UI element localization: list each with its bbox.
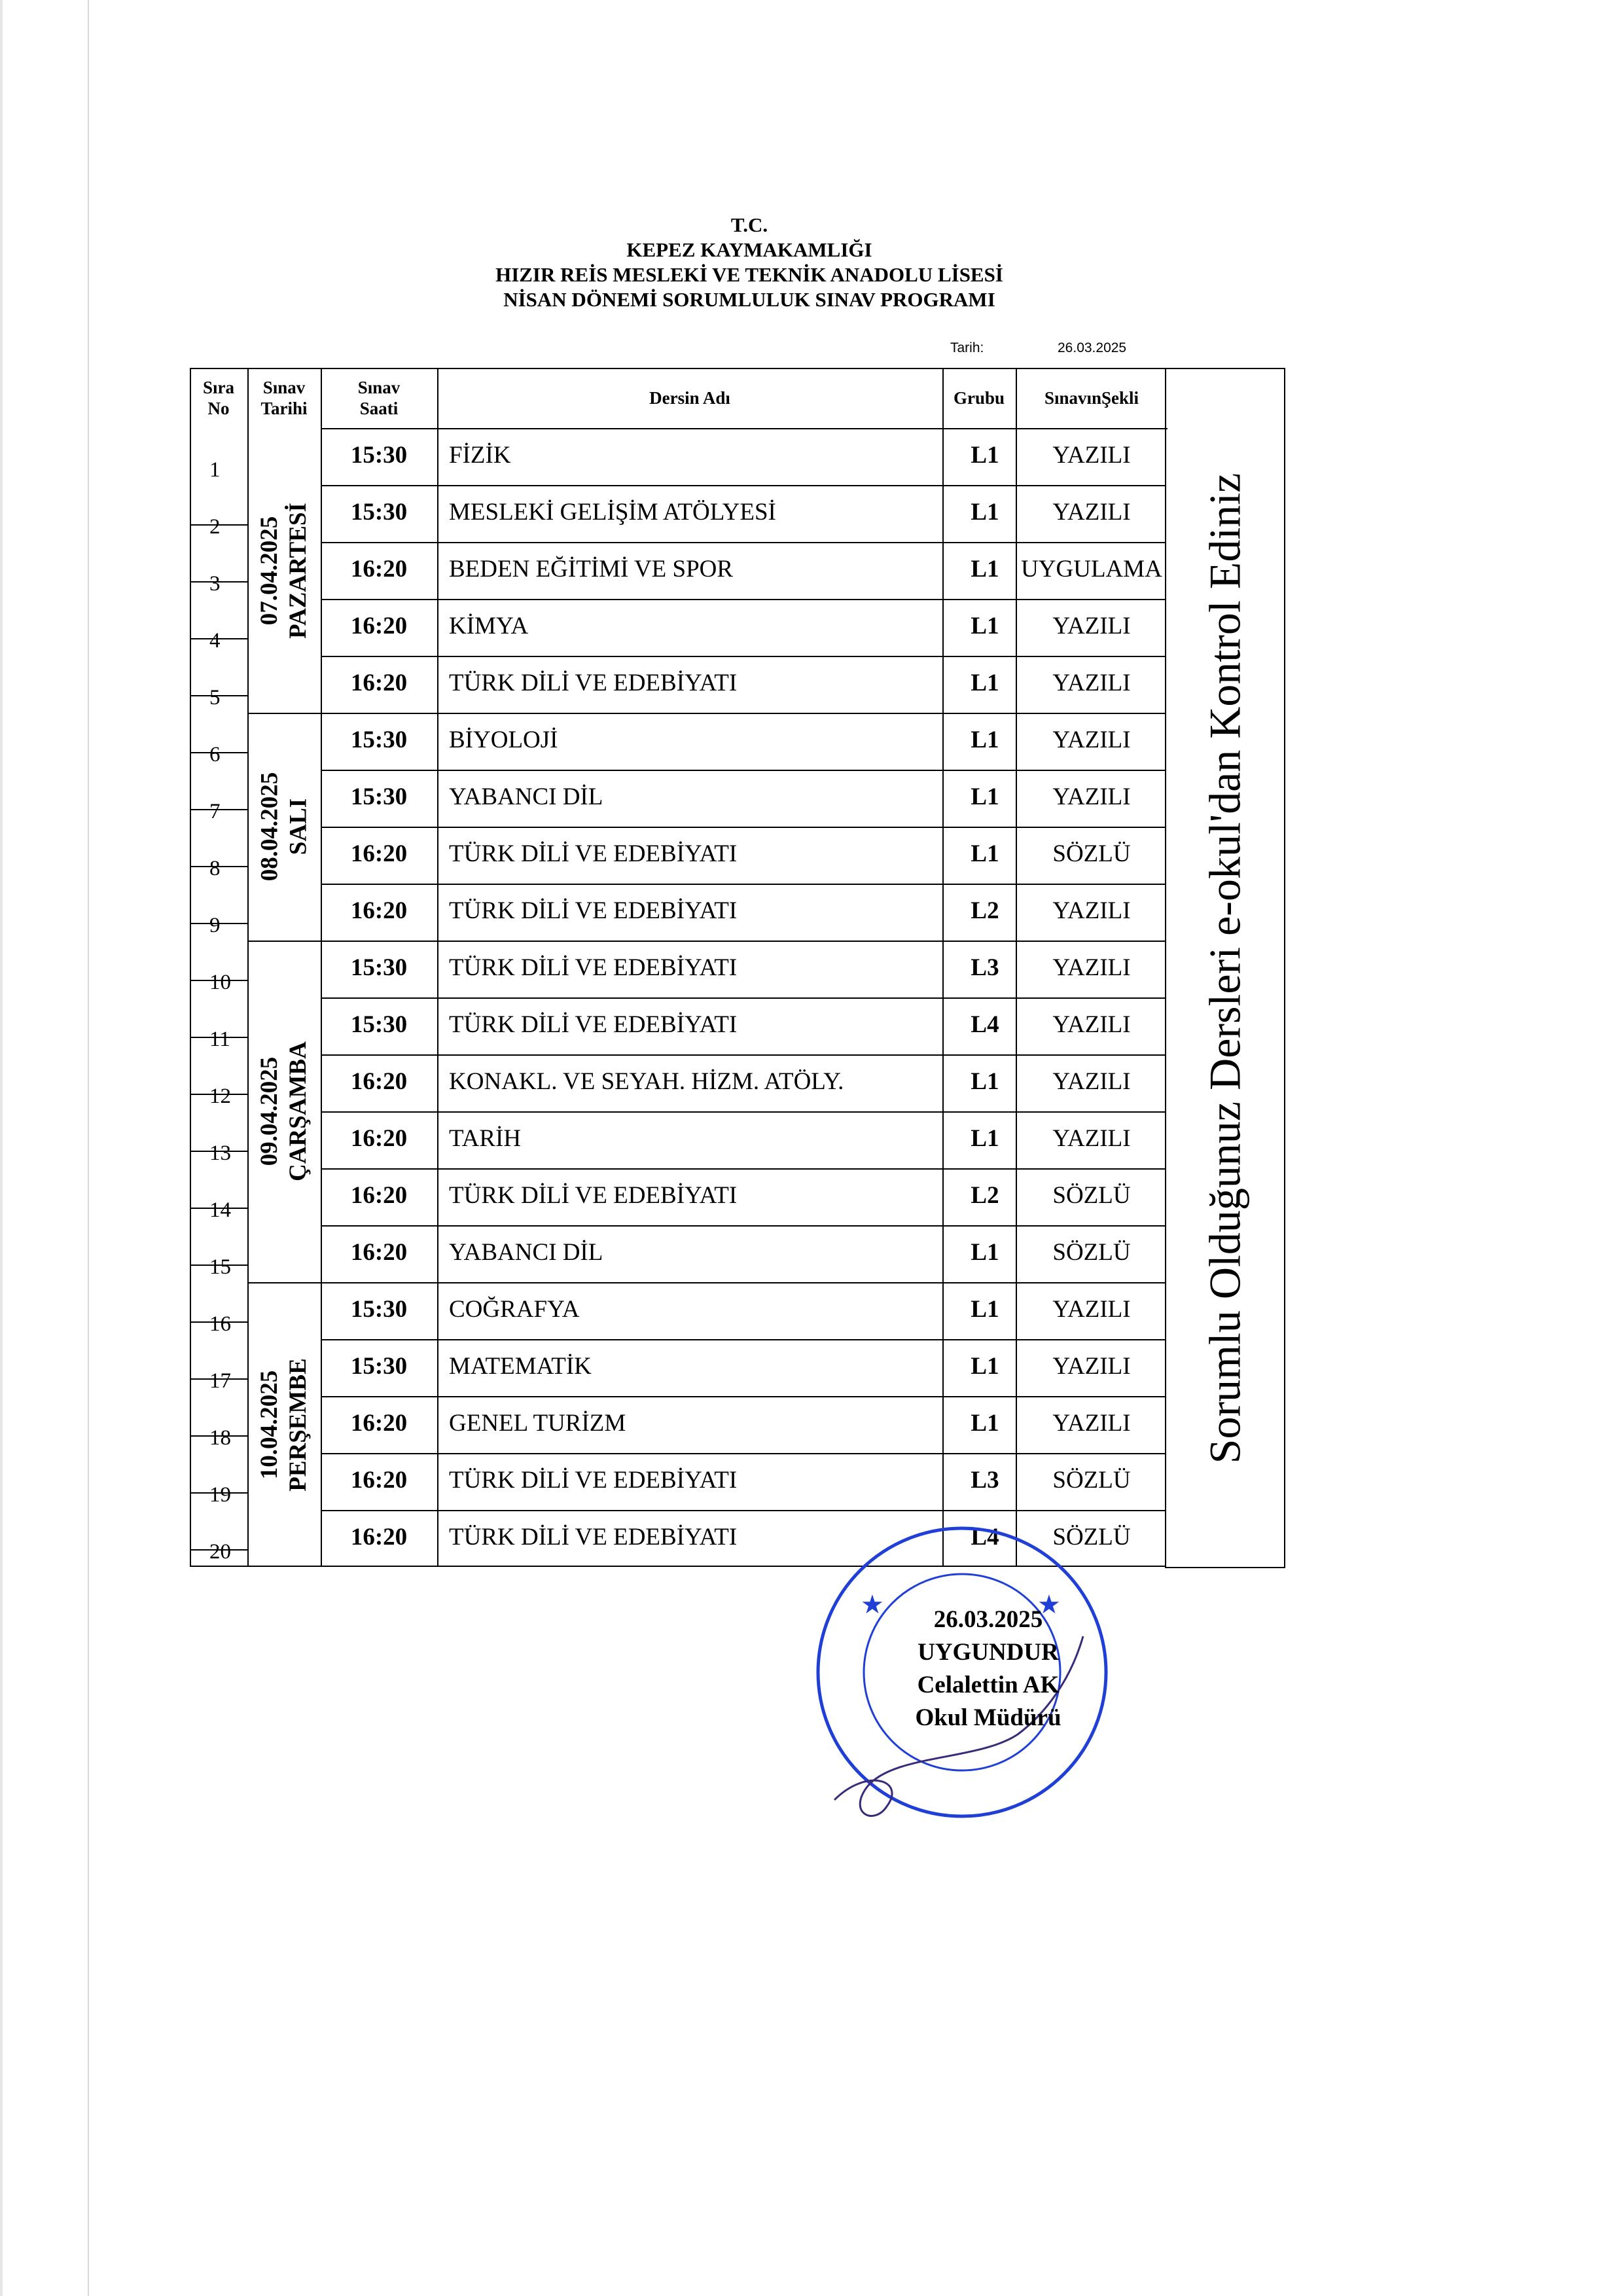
exam-time: 16:20 xyxy=(350,670,408,696)
header-line-kaymakamlik: KEPEZ KAYMAKAMLIĞI xyxy=(626,238,872,261)
course-name: GENEL TURİZM xyxy=(449,1410,626,1437)
row-number: 11 xyxy=(209,1028,230,1051)
course-name: TÜRK DİLİ VE EDEBİYATI xyxy=(449,1524,738,1551)
row-number: 7 xyxy=(209,800,221,823)
note-bottom-border xyxy=(1165,1567,1285,1568)
row-number: 3 xyxy=(209,572,221,596)
row-line xyxy=(321,599,1165,600)
group-code: L1 xyxy=(971,1239,999,1266)
header-sira-line1: Sıra xyxy=(202,378,234,397)
row-line xyxy=(321,656,1165,657)
group-code: L1 xyxy=(971,499,999,526)
exam-type: YAZILI xyxy=(1052,613,1131,639)
header-sira-no xyxy=(190,368,247,428)
header-tarih-line2: Tarihi xyxy=(260,399,308,418)
course-name: YABANCI DİL xyxy=(449,783,603,810)
row-number: 9 xyxy=(209,914,221,937)
header-bottom-line xyxy=(321,428,1168,429)
row-number: 10 xyxy=(209,971,231,994)
side-note-text: Sorumlu Olduğunuz Dersleri e-okul'dan Kontrol Ediniz xyxy=(1200,473,1250,1463)
header-saat-line1: Sınav xyxy=(357,378,401,397)
document-header xyxy=(0,213,1499,312)
row-number: 6 xyxy=(209,743,221,766)
course-name: TÜRK DİLİ VE EDEBİYATI xyxy=(449,954,738,981)
group-code: L1 xyxy=(971,1068,999,1095)
course-name: TÜRK DİLİ VE EDEBİYATI xyxy=(449,897,738,924)
exam-type: YAZILI xyxy=(1052,499,1131,526)
exam-time: 16:20 xyxy=(350,1524,408,1551)
row-number: 18 xyxy=(209,1426,231,1450)
course-name: TÜRK DİLİ VE EDEBİYATI xyxy=(449,840,738,867)
course-name: BİYOLOJİ xyxy=(449,726,558,753)
exam-day-cell xyxy=(247,428,321,713)
course-name: TÜRK DİLİ VE EDEBİYATI xyxy=(449,1182,738,1209)
course-name: TÜRK DİLİ VE EDEBİYATI xyxy=(449,1011,738,1038)
row-line xyxy=(321,1282,1165,1283)
row-line xyxy=(321,1111,1165,1113)
page-edge xyxy=(0,0,3,2296)
row-number: 17 xyxy=(209,1369,231,1393)
exam-time: 16:20 xyxy=(350,1182,408,1209)
course-name: KİMYA xyxy=(449,613,529,639)
row-line xyxy=(321,713,1165,714)
row-line xyxy=(321,1168,1165,1170)
row-number: 4 xyxy=(209,629,221,653)
exam-time: 15:30 xyxy=(350,1296,408,1323)
exam-type: SÖZLÜ xyxy=(1052,1239,1131,1266)
row-number: 15 xyxy=(209,1255,231,1279)
header-sinav-sekli xyxy=(1016,368,1168,428)
group-code: L1 xyxy=(971,1125,999,1152)
side-note xyxy=(1165,368,1285,1568)
exam-weekday: PAZARTESİ xyxy=(285,502,312,639)
header-dersin-adi xyxy=(437,368,942,428)
exam-time: 16:20 xyxy=(350,1068,408,1095)
course-name: MATEMATİK xyxy=(449,1353,592,1380)
exam-date: 07.04.2025 xyxy=(256,516,283,625)
exam-type: YAZILI xyxy=(1052,897,1131,924)
table-left-border xyxy=(190,368,191,1567)
group-code: L1 xyxy=(971,670,999,696)
row-line xyxy=(321,1453,1165,1454)
exam-time: 15:30 xyxy=(350,1353,408,1380)
exam-time: 16:20 xyxy=(350,1125,408,1152)
exam-day-label xyxy=(255,772,313,882)
header-tarih-line1: Sınav xyxy=(262,378,306,397)
exam-type: SÖZLÜ xyxy=(1052,1467,1131,1494)
header-saat-line2: Saati xyxy=(359,399,399,418)
group-code: L4 xyxy=(971,1524,999,1551)
scan-margin-line xyxy=(88,0,89,2296)
course-name: BEDEN EĞİTİMİ VE SPOR xyxy=(449,556,734,583)
exam-time: 16:20 xyxy=(350,840,408,867)
exam-schedule-table xyxy=(190,368,1285,1568)
row-line xyxy=(321,1510,1165,1511)
group-code: L4 xyxy=(971,1011,999,1038)
row-number: 16 xyxy=(209,1312,231,1336)
exam-time: 15:30 xyxy=(350,1011,408,1038)
row-line xyxy=(321,884,1165,885)
exam-day-cell xyxy=(247,713,321,941)
course-name: FİZİK xyxy=(449,442,511,469)
seal-star-left: ★ xyxy=(861,1590,884,1620)
exam-type: YAZILI xyxy=(1052,954,1131,981)
row-line xyxy=(321,997,1165,999)
group-code: L1 xyxy=(971,1353,999,1380)
exam-type: SÖZLÜ xyxy=(1052,1182,1131,1209)
group-code: L1 xyxy=(971,556,999,583)
course-name: TARİH xyxy=(449,1125,522,1152)
exam-day-label xyxy=(255,503,313,639)
row-line xyxy=(321,1339,1165,1340)
row-line xyxy=(321,1396,1165,1397)
exam-weekday: SALI xyxy=(285,798,312,855)
course-name: TÜRK DİLİ VE EDEBİYATI xyxy=(449,1467,738,1494)
header-sekil-label: SınavınŞekli xyxy=(1044,388,1139,408)
course-name: TÜRK DİLİ VE EDEBİYATI xyxy=(449,670,738,696)
exam-type: YAZILI xyxy=(1052,670,1131,696)
exam-type: YAZILI xyxy=(1052,726,1131,753)
seal-star-right: ★ xyxy=(1037,1590,1061,1620)
header-sira-line2: No xyxy=(207,399,230,418)
approval-block xyxy=(877,1604,1099,1734)
exam-type: YAZILI xyxy=(1052,1011,1131,1038)
exam-time: 16:20 xyxy=(350,556,408,583)
row-line xyxy=(321,1054,1165,1056)
row-line xyxy=(321,1225,1165,1227)
header-sinav-saati xyxy=(321,368,437,428)
course-name: KONAKL. VE SEYAH. HİZM. ATÖLY. xyxy=(449,1068,844,1095)
exam-weekday: ÇARŞAMBA xyxy=(285,1041,312,1181)
group-code: L2 xyxy=(971,897,999,924)
group-code: L1 xyxy=(971,783,999,810)
approval-text: UYGUNDUR xyxy=(918,1639,1059,1666)
group-code: L3 xyxy=(971,1467,999,1494)
row-number: 19 xyxy=(209,1483,231,1507)
exam-type: YAZILI xyxy=(1052,1296,1131,1323)
date-label: Tarih: xyxy=(950,340,984,355)
group-code: L2 xyxy=(971,1182,999,1209)
exam-time: 16:20 xyxy=(350,897,408,924)
group-code: L1 xyxy=(971,613,999,639)
row-number: 2 xyxy=(209,515,221,539)
approval-date: 26.03.2025 xyxy=(933,1606,1043,1633)
principal-title: Okul Müdürü xyxy=(915,1704,1061,1731)
group-code: L1 xyxy=(971,442,999,469)
exam-type: YAZILI xyxy=(1052,783,1131,810)
exam-date: 10.04.2025 xyxy=(256,1370,283,1479)
exam-time: 15:30 xyxy=(350,726,408,753)
exam-time: 16:20 xyxy=(350,1467,408,1494)
header-grubu xyxy=(942,368,1016,428)
row-number: 14 xyxy=(209,1198,231,1222)
exam-time: 16:20 xyxy=(350,1239,408,1266)
exam-type: YAZILI xyxy=(1052,1353,1131,1380)
header-line-school: HIZIR REİS MESLEKİ VE TEKNİK ANADOLU LİSESİ xyxy=(495,263,1003,286)
table-top-border xyxy=(190,368,1285,369)
group-code: L3 xyxy=(971,954,999,981)
header-grup-label: Grubu xyxy=(953,388,1005,408)
exam-time: 15:30 xyxy=(350,499,408,526)
row-line xyxy=(321,827,1165,828)
row-line xyxy=(321,485,1165,486)
exam-time: 15:30 xyxy=(350,442,408,469)
course-name: MESLEKİ GELİŞİM ATÖLYESİ xyxy=(449,499,776,526)
group-code: L1 xyxy=(971,840,999,867)
exam-type: YAZILI xyxy=(1052,1125,1131,1152)
exam-type: YAZILI xyxy=(1052,1068,1131,1095)
exam-day-label xyxy=(255,1358,313,1492)
principal-name: Celalettin AK xyxy=(917,1672,1060,1698)
row-line xyxy=(321,770,1165,771)
group-code: L1 xyxy=(971,1410,999,1437)
exam-time: 16:20 xyxy=(350,613,408,639)
table-right-border xyxy=(1284,368,1285,1568)
row-number: 13 xyxy=(209,1141,231,1165)
exam-type: SÖZLÜ xyxy=(1052,840,1131,867)
exam-type: SÖZLÜ xyxy=(1052,1524,1131,1551)
exam-type: UYGULAMA xyxy=(1021,556,1162,583)
row-number: 8 xyxy=(209,857,221,880)
exam-type: YAZILI xyxy=(1052,442,1131,469)
header-ders-label: Dersin Adı xyxy=(649,388,730,408)
row-number: 1 xyxy=(209,458,221,482)
exam-day-cell xyxy=(247,1282,321,1567)
date-value: 26.03.2025 xyxy=(1058,340,1127,355)
row-line xyxy=(321,542,1165,543)
row-number: 5 xyxy=(209,686,221,709)
group-code: L1 xyxy=(971,1296,999,1323)
row-number: 12 xyxy=(209,1085,231,1108)
exam-date: 08.04.2025 xyxy=(256,772,283,882)
course-name: YABANCI DİL xyxy=(449,1239,603,1266)
exam-time: 16:20 xyxy=(350,1410,408,1437)
header-sinav-tarihi xyxy=(247,368,321,428)
exam-time: 15:30 xyxy=(350,954,408,981)
group-code: L1 xyxy=(971,726,999,753)
header-line-program: NİSAN DÖNEMİ SORUMLULUK SINAV PROGRAMI xyxy=(503,288,995,311)
exam-day-cell xyxy=(247,941,321,1282)
course-name: COĞRAFYA xyxy=(449,1296,580,1323)
exam-day-label xyxy=(255,1041,313,1181)
row-number: 20 xyxy=(209,1540,231,1564)
exam-time: 15:30 xyxy=(350,783,408,810)
exam-date: 09.04.2025 xyxy=(256,1056,283,1166)
header-line-tc: T.C. xyxy=(730,213,768,236)
row-line xyxy=(321,941,1165,942)
exam-weekday: PERŞEMBE xyxy=(285,1357,312,1492)
col-line-time xyxy=(437,368,438,1567)
exam-type: YAZILI xyxy=(1052,1410,1131,1437)
